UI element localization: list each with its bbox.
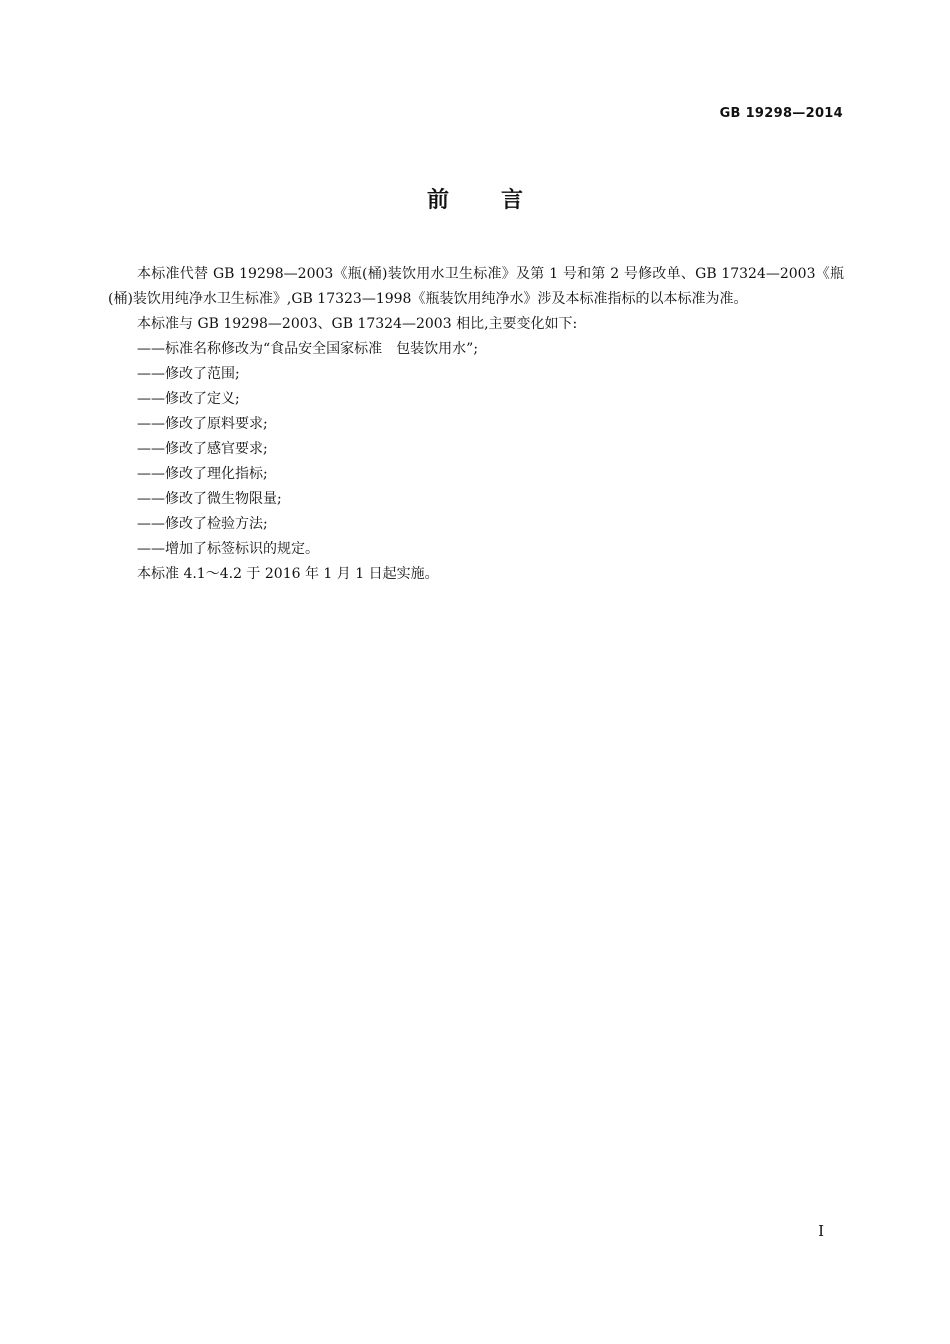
list-item: ——修改了理化指标; [137,466,268,482]
list-item: ——增加了标签标识的规定。 [137,541,319,557]
list-item: ——标准名称修改为“食品安全国家标准 包装饮用水”; [137,341,479,357]
page-title: 前言 [426,188,575,213]
list-item: ——修改了范围; [137,366,240,382]
list-item: ——修改了原料要求; [137,416,268,432]
paragraph-replacement: 本标准代替 GB 19298—2003《瓶(桶)装饮用水卫生标准》及第 1 号和第 2 号修改单、GB 17324—2003《瓶(桶)装饮用纯净水卫生标准》,GB 17323—1998《瓶装饮用纯净水》涉及本标准指标的以本标准为准。 [108,266,844,307]
page-number: I [818,1222,824,1240]
list-item: ——修改了定义; [137,391,240,407]
paragraph-changes-intro: 本标准与 GB 19298—2003、GB 17324—2003 相比,主要变化如下: [137,316,578,332]
paragraph-effective-date: 本标准 4.1～4.2 于 2016 年 1 月 1 日起实施。 [137,566,439,582]
list-item: ——修改了感官要求; [137,441,268,457]
document-code: GB 19298—2014 [719,106,843,121]
list-item: ——修改了检验方法; [137,516,268,532]
foreword-body [108,262,844,587]
list-item: ——修改了微生物限量; [137,491,282,507]
